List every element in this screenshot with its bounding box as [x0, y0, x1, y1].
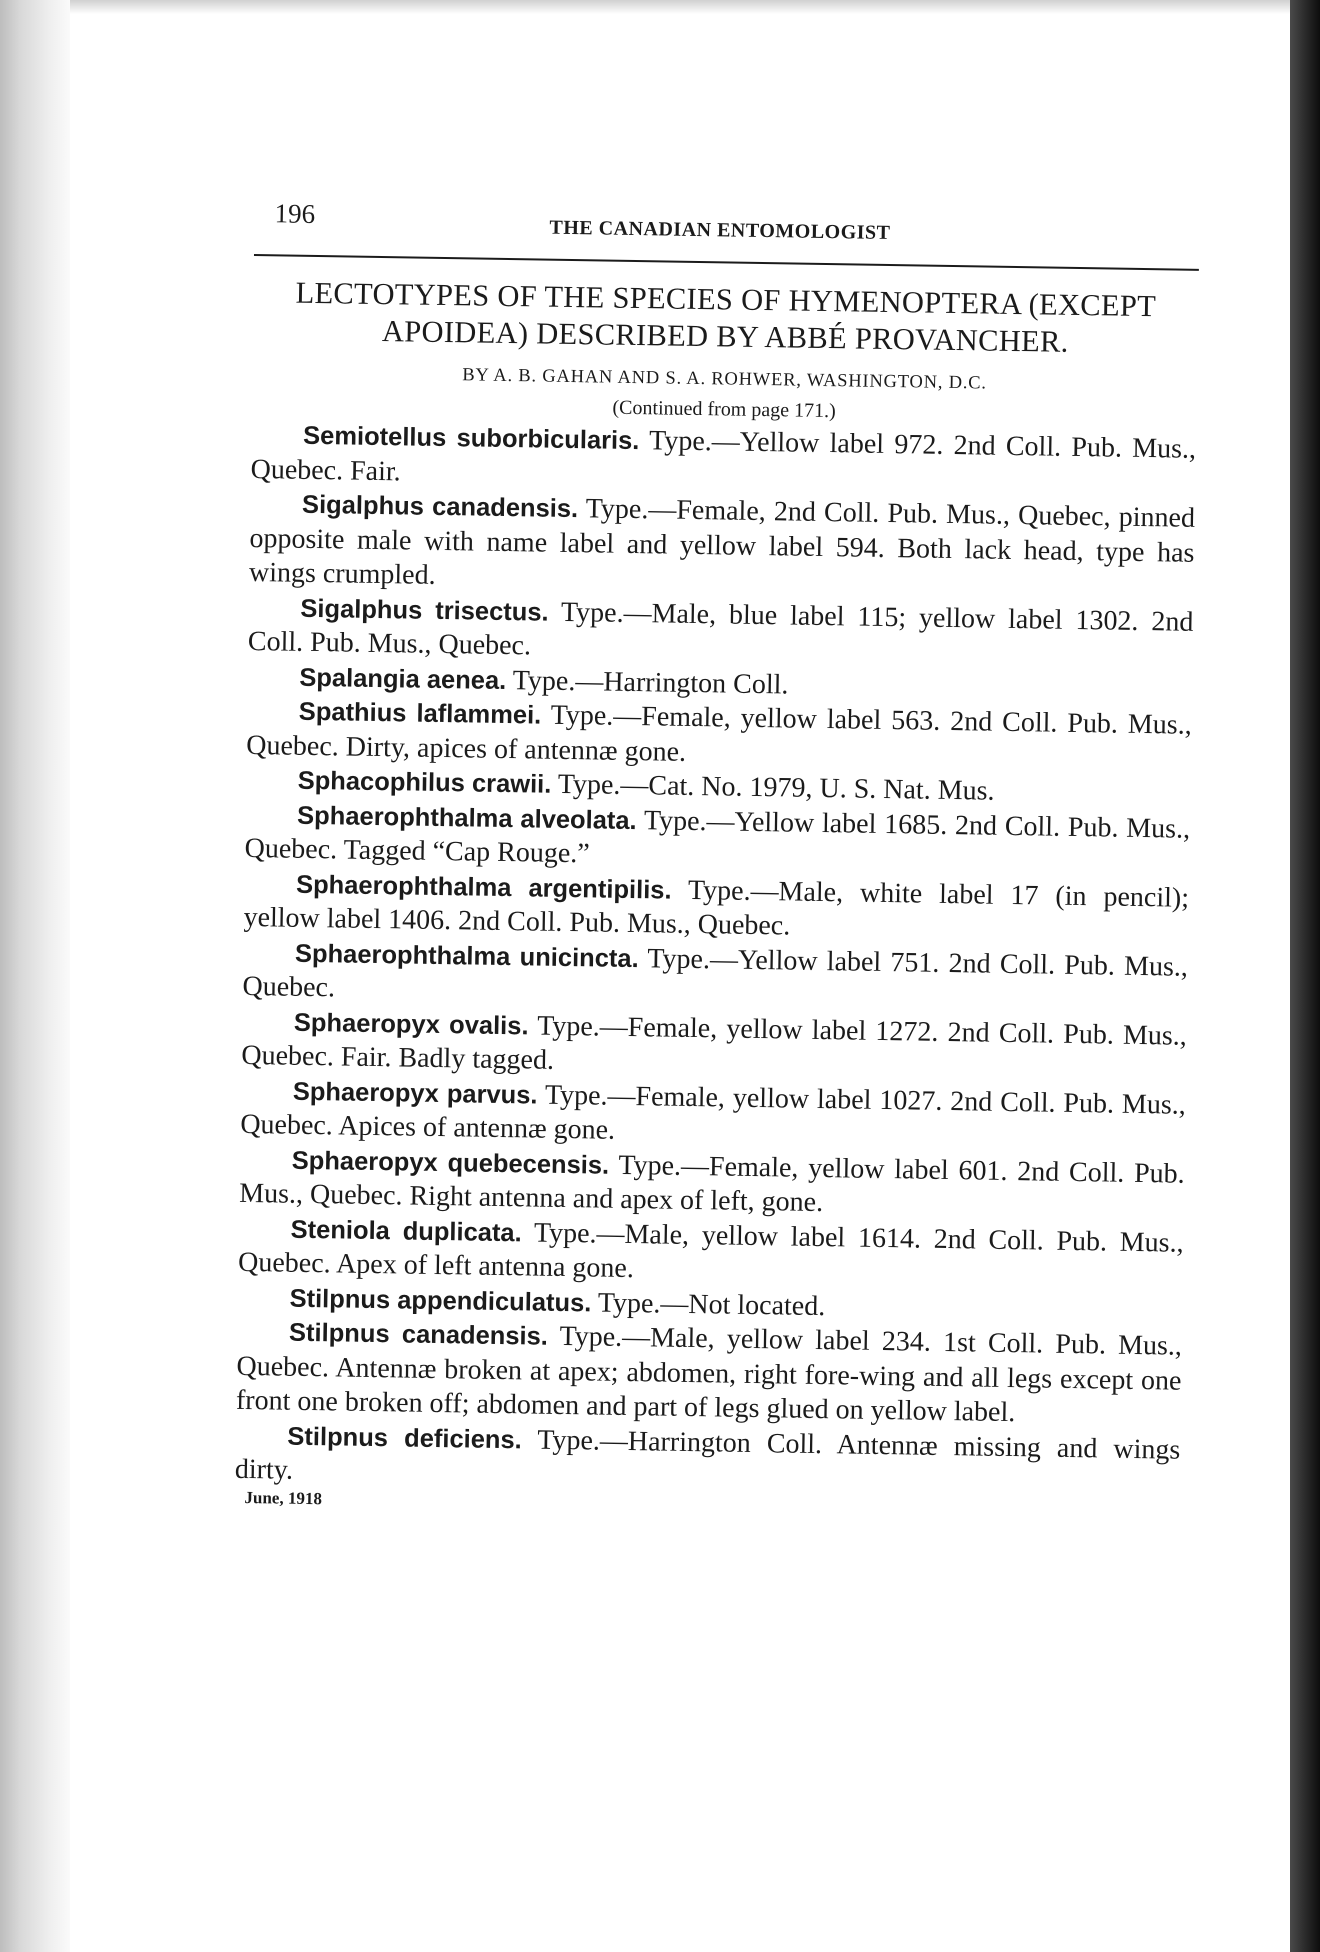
- species-name: Semiotellus suborbicularis.: [302, 421, 640, 456]
- species-name: Stilpnus appendiculatus.: [289, 1284, 592, 1317]
- species-description: Type.—Male, yellow label 234. 1st Coll. Pub. Mus., Quebec. Antennæ broken at apex; abdomen, right fore-wing and all legs except one front one broken off; abdomen and part of legs glued on yellow label.: [235, 1320, 1183, 1429]
- running-header: [254, 190, 1200, 253]
- species-description: Type.—Yellow label 972. 2nd Coll. Pub. Mus., Quebec. Fair.: [250, 425, 1197, 487]
- scan-edge-left: [0, 0, 70, 1952]
- species-description: Type.—Male, yellow label 1614. 2nd Coll. Pub. Mus., Quebec. Apex of left antenna gone.: [237, 1217, 1184, 1285]
- species-description: Type.—Female, yellow label 563. 2nd Coll. Pub. Mus., Quebec. Dirty, apices of antennæ gone.: [246, 699, 1192, 768]
- journal-page: [234, 190, 1200, 1522]
- species-name: Sphaeropyx parvus.: [292, 1077, 538, 1110]
- species-description: Type.—Not located.: [597, 1287, 826, 1322]
- page-number: 196: [274, 198, 316, 229]
- species-name: Sphaerophthalma unicincta.: [294, 939, 639, 973]
- species-name: Spathius laflammei.: [298, 697, 542, 730]
- species-description: Type.—Female, 2nd Coll. Pub. Mus., Quebec, pinned opposite male with name label and yellow label 594. Both lack head, type has wings crumpled.: [248, 493, 1196, 591]
- article-title: LECTOTYPES OF THE SPECIES OF HYMENOPTERA (EXCEPT APOIDEA) DESCRIBED BY ABBÉ PROVANCHER.: [295, 275, 1157, 359]
- species-entry: [236, 1315, 1183, 1433]
- species-description: Type.—Male, white label 17 (in pencil); yellow label 1406. 2nd Coll. Pub. Mus., Quebec.: [243, 874, 1190, 942]
- scan-edge-top: [0, 0, 1290, 14]
- species-name: Sphaeropyx ovalis.: [293, 1008, 529, 1040]
- header-rule: [254, 254, 1199, 271]
- species-name: Sphaerophthalma argentipilis.: [295, 870, 672, 905]
- species-entry: [249, 487, 1196, 605]
- species-name: Sigalphus canadensis.: [301, 490, 579, 524]
- species-name: Sphaeropyx quebecensis.: [291, 1146, 610, 1180]
- species-description: Type.—Harrington Coll. Antennæ missing and wings dirty.: [234, 1424, 1181, 1486]
- species-name: Stilpnus canadensis.: [288, 1318, 549, 1351]
- species-name: Steniola duplicata.: [290, 1215, 522, 1247]
- journal-title: THE CANADIAN ENTOMOLOGIST: [549, 216, 891, 244]
- species-name: Sphaerophthalma alveolata.: [296, 801, 637, 835]
- species-name: Spalangia aenea.: [299, 663, 507, 695]
- species-name: Sphacophilus crawii.: [297, 766, 552, 799]
- continued-note: (Continued from page 171.): [612, 396, 836, 423]
- species-description: Type.—Cat. No. 1979, U. S. Nat. Mus.: [557, 768, 995, 807]
- species-description: Type.—Female, yellow label 1027. 2nd Coll. Pub. Mus., Quebec. Apices of antennæ gone.: [240, 1079, 1186, 1146]
- species-description: Type.—Female, yellow label 1272. 2nd Coll. Pub. Mus., Quebec. Fair. Badly tagged.: [241, 1010, 1188, 1076]
- species-description: Type.—Harrington Coll.: [512, 664, 789, 700]
- scan-edge-right: [1290, 0, 1320, 1952]
- species-entries: [235, 418, 1197, 1502]
- species-description: Type.—Yellow label 1685. 2nd Coll. Pub. Mus., Quebec. Tagged “Cap Rouge.”: [244, 804, 1191, 870]
- article-byline: BY A. B. GAHAN AND S. A. ROHWER, WASHINGTON, D.C.: [462, 365, 987, 394]
- species-name: Stilpnus deficiens.: [287, 1422, 522, 1454]
- species-name: Sigalphus trisectus.: [300, 594, 549, 627]
- species-description: Type.—Yellow label 751. 2nd Coll. Pub. Mus., Quebec.: [242, 942, 1189, 1004]
- species-description: Type.—Male, blue label 115; yellow label 1302. 2nd Coll. Pub. Mus., Quebec.: [247, 596, 1194, 662]
- issue-date: June, 1918: [244, 1487, 323, 1508]
- species-description: Type.—Female, yellow label 601. 2nd Coll. Pub. Mus., Quebec. Right antenna and apex of left, gone.: [238, 1149, 1185, 1219]
